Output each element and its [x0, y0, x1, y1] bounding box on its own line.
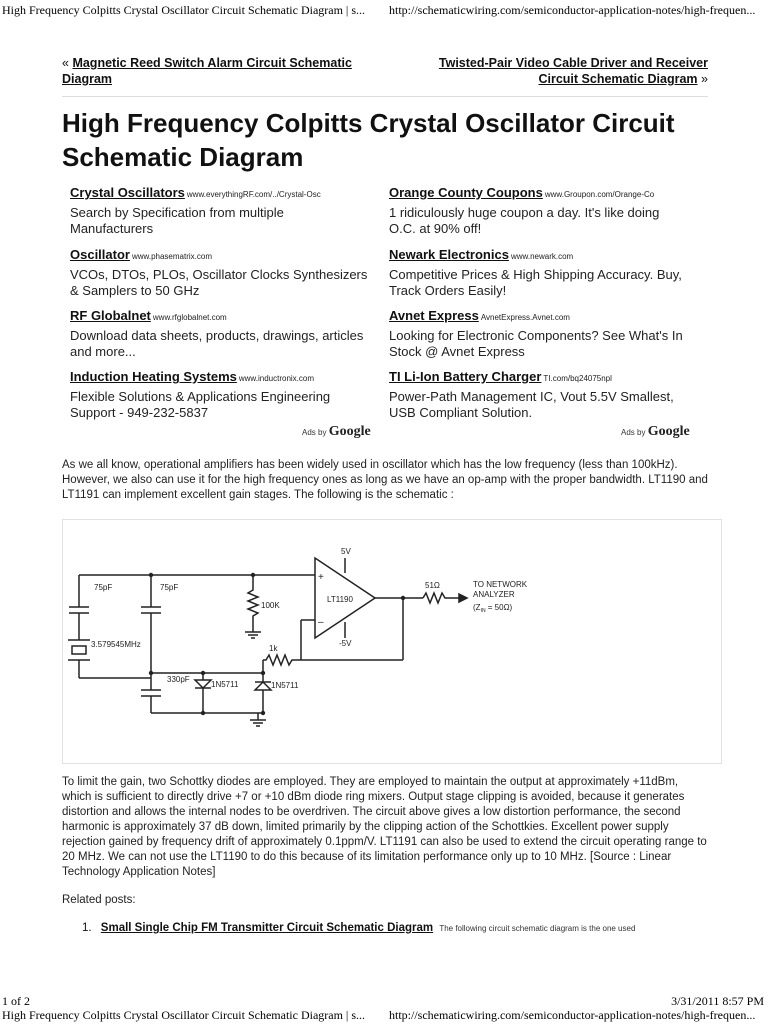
footer-page-url: http://schematicwiring.com/semiconductor-application-notes/high-frequen... [389, 1008, 756, 1022]
label-cap2: 75pF [160, 583, 179, 592]
ad-title[interactable]: Oscillator [70, 247, 130, 262]
related-post-item [82, 922, 722, 934]
label-resistor-1k: 1k [269, 644, 278, 653]
next-post-link-line2: Circuit Schematic Diagram [538, 72, 698, 86]
print-datetime: 3/31/2011 8:57 PM [671, 994, 764, 1008]
ad-block-left-2[interactable] [70, 247, 370, 298]
related-post-number: 1. [82, 922, 92, 934]
ads-by-google-right[interactable] [621, 424, 690, 440]
ad-title[interactable]: Crystal Oscillators [70, 185, 185, 200]
prev-post-link[interactable] [62, 56, 352, 86]
next-post-link-line1: Twisted-Pair Video Cable Driver and Receiver [438, 56, 708, 70]
label-out-line2: ANALYZER [473, 590, 515, 599]
ad-url: www.phasematrix.com [131, 252, 212, 261]
schematic-figure [62, 519, 722, 764]
label-vneg: -5V [339, 639, 352, 648]
label-out-line3a: (Z [473, 603, 481, 612]
ad-body: Power-Path Management IC, Vout 5.5V Smallest, USB Compliant Solution. [389, 389, 674, 420]
next-arrow: » [701, 72, 708, 86]
ad-url: TI.com/bq24075npl [543, 374, 612, 383]
label-opamp: LT1190 [327, 595, 353, 604]
label-out-line3b: = 50Ω) [485, 603, 513, 612]
ad-body: Competitive Prices & High Shipping Accuracy. Buy, Track Orders Easily! [389, 267, 682, 298]
label-noninverting: + [318, 572, 324, 583]
ad-body: Search by Specification from multiple Manufacturers [70, 205, 284, 236]
label-vpos: 5V [341, 547, 351, 556]
related-post-snippet: The following circuit schematic diagram is the one used [439, 924, 636, 933]
ad-title[interactable]: Orange County Coupons [389, 185, 543, 200]
prev-post-nav [62, 55, 372, 87]
ad-block-left-1[interactable] [70, 185, 370, 236]
ad-body: Flexible Solutions & Applications Engineering Support - 949-232-5837 [70, 389, 331, 420]
page-number: 1 of 2 [2, 994, 30, 1008]
label-inverting: – [318, 617, 324, 628]
ad-body: 1 ridiculously huge coupon a day. It's like doing O.C. at 90% off! [389, 205, 660, 236]
ad-block-right-4[interactable] [389, 369, 689, 420]
next-post-nav [420, 55, 708, 87]
related-post-link[interactable]: Small Single Chip FM Transmitter Circuit Schematic Diagram [100, 922, 434, 934]
ad-url: www.inductronix.com [238, 374, 315, 383]
ad-title[interactable]: Induction Heating Systems [70, 369, 237, 384]
label-out-line1: TO NETWORK [473, 580, 528, 589]
ad-url: www.rfglobalnet.com [152, 313, 227, 322]
label-resistor-100k: 100K [261, 601, 280, 610]
ad-block-left-4[interactable] [70, 369, 370, 420]
ad-url: www.everythingRF.com/../Crystal-Osc [186, 190, 321, 199]
ad-block-right-1[interactable] [389, 185, 689, 236]
ad-title[interactable]: Newark Electronics [389, 247, 509, 262]
adsby-prefix: Ads by [621, 428, 646, 437]
ad-title[interactable]: Avnet Express [389, 308, 479, 323]
label-out-sub: IN [480, 608, 486, 614]
label-diode2: 1N5711 [271, 681, 299, 690]
ad-url: www.newark.com [510, 252, 574, 261]
print-page-url: http://schematicwiring.com/semiconductor-application-notes/high-frequen... [389, 3, 756, 17]
ad-block-right-2[interactable] [389, 247, 689, 298]
ad-title[interactable]: TI Li-Ion Battery Charger [389, 369, 542, 384]
prev-arrow: « [62, 56, 69, 70]
label-diode1: 1N5711 [211, 680, 239, 689]
ads-by-google-left[interactable] [302, 424, 371, 440]
ad-body: Download data sheets, products, drawings, articles and more... [70, 328, 364, 359]
label-cap1: 75pF [94, 583, 113, 592]
article-title: High Frequency Colpitts Crystal Oscillator Circuit Schematic Diagram [62, 108, 675, 172]
prev-post-link-line1: Magnetic Reed Switch Alarm Circuit Schematic [72, 56, 352, 70]
ad-body: VCOs, DTOs, PLOs, Oscillator Clocks Synthesizers & Samplers to 50 GHz [70, 267, 368, 298]
ad-body: Looking for Electronic Components? See What's In Stock @ Avnet Express [389, 328, 683, 359]
article-paragraph-intro: As we all know, operational amplifiers has been widely used in oscillator which has the low frequency (less than 100kHz). However, we also can use it for the high frequency ones as long as we have an op-amp with the proper bandwidth. LT1190 and LT1191 can implement excellent gain stages. The following is the schematic : [62, 459, 708, 501]
adsby-prefix: Ads by [302, 428, 327, 437]
label-crystal: 3.579545MHz [91, 640, 141, 649]
ad-title[interactable]: RF Globalnet [70, 308, 151, 323]
prev-post-link-line2: Diagram [62, 72, 113, 86]
ad-block-right-3[interactable] [389, 308, 689, 359]
ad-url: www.Groupon.com/Orange-Co [544, 190, 655, 199]
google-logo: Google [328, 424, 371, 439]
footer-page-title: High Frequency Colpitts Crystal Oscillator Circuit Schematic Diagram | s... [2, 1008, 366, 1022]
article-paragraph-body: To limit the gain, two Schottky diodes are employed. They are employed to maintain the output at approximately +11dBm, which is sufficient to directly drive +7 or +10 dBm diode ring mixers. Output stage clipping is avoided, because it generates distortion and allows the internal nodes to be overdriven. The circuit above gives a low distortion performance, the second harmonic is approximately 37 dB down, limited primarily by the clipping action of the Schottkies. Excellent power supply rejection gained by frequency drift of approximately 0.1ppm/V. LT1191 can also be used to extend the circuit operating range to 20 MHz. We can not use the LT1190 to do this because of its limitation performance only up to 10 MHz. [Source : Linear Technology Application Notes] [62, 776, 707, 878]
print-page-title: High Frequency Colpitts Crystal Oscillator Circuit Schematic Diagram | s... [2, 3, 366, 17]
ad-url: AvnetExpress.Avnet.com [480, 313, 570, 322]
nav-divider [62, 96, 708, 97]
label-out-line3 [473, 603, 513, 614]
google-logo: Google [647, 424, 690, 439]
label-cap3: 330pF [167, 675, 190, 684]
next-post-link[interactable] [439, 56, 708, 86]
related-posts-heading: Related posts: [62, 894, 136, 906]
ad-block-left-3[interactable] [70, 308, 370, 359]
label-resistor-51: 51Ω [425, 581, 440, 590]
schematic-svg [63, 520, 721, 763]
